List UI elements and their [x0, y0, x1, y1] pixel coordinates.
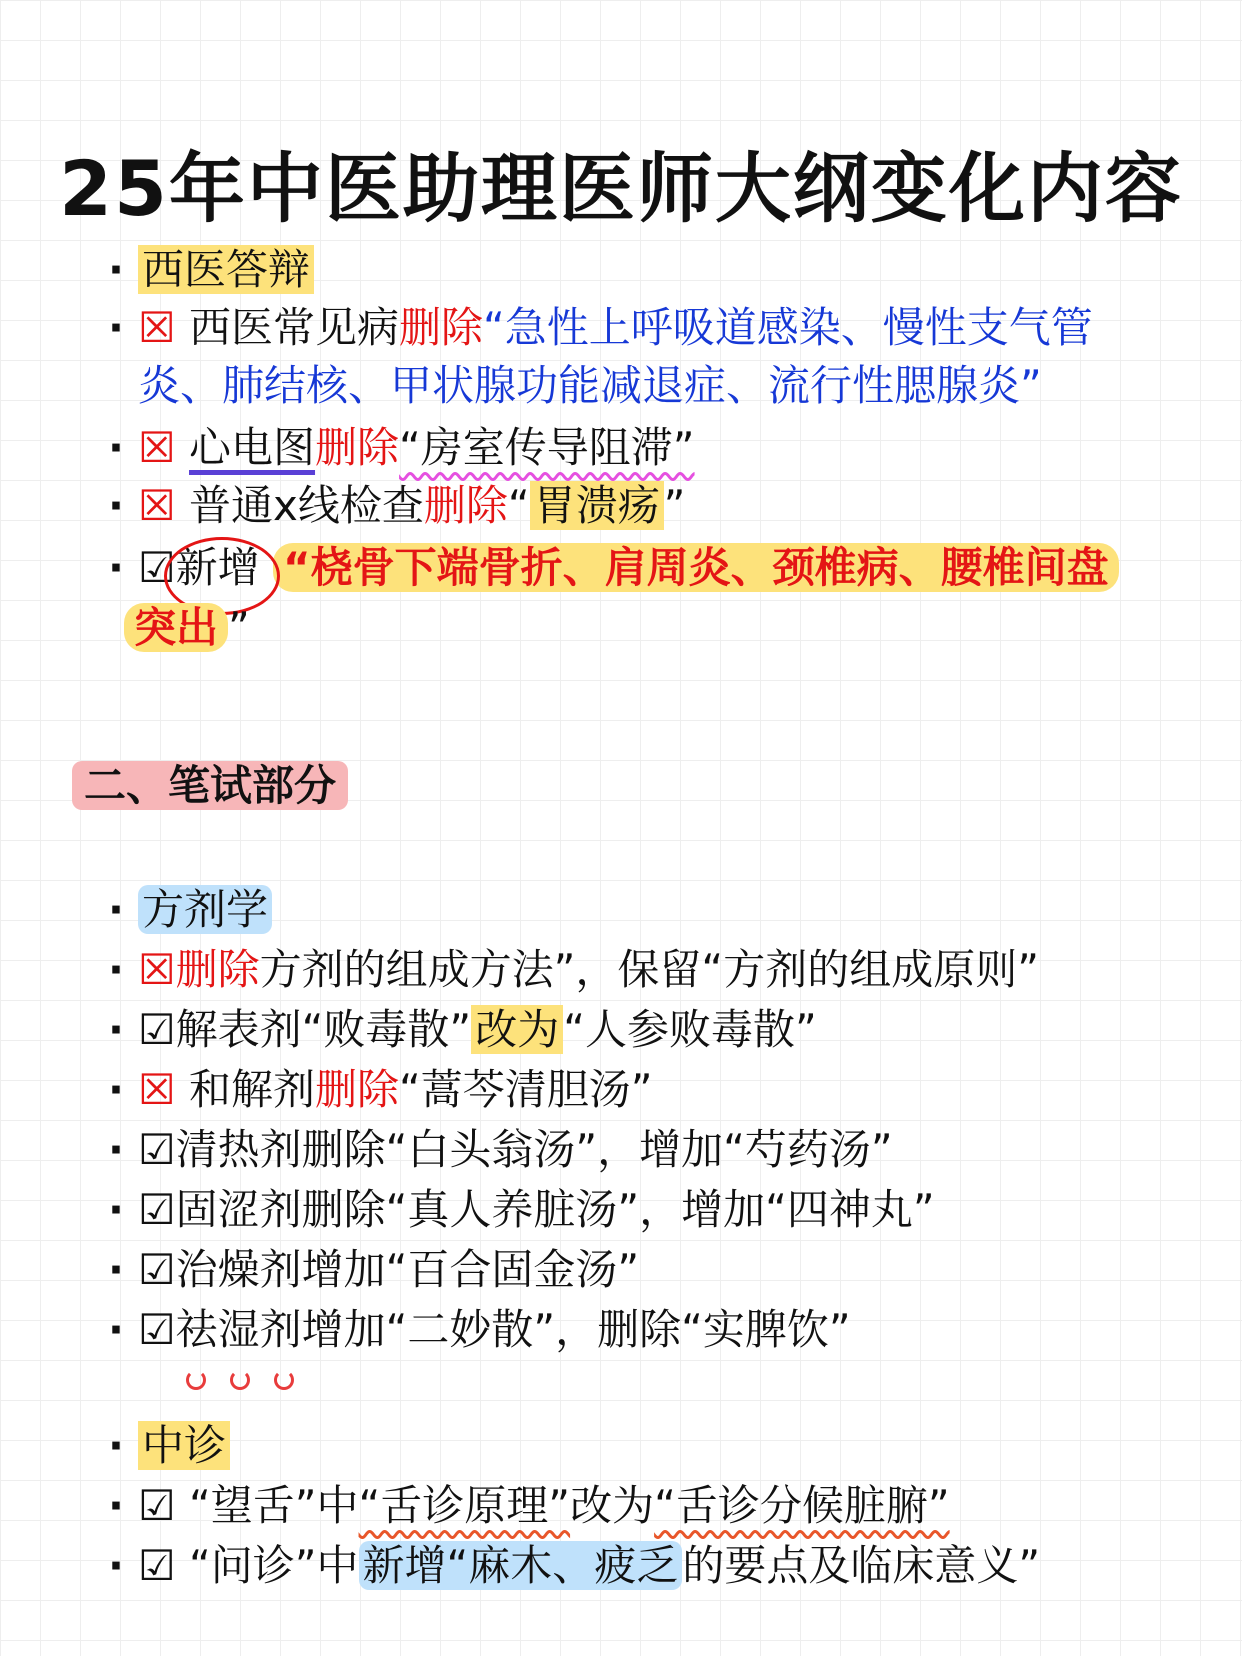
bullet: ·: [108, 1421, 124, 1470]
page-title: 25年中医助理医师大纲变化内容: [59, 144, 1183, 233]
fangji-header-line: [108, 880, 272, 940]
underlined-item: “舌诊原理”: [358, 1481, 571, 1530]
bullet: ·: [108, 1541, 124, 1590]
line-text: “问诊”中: [189, 1541, 359, 1590]
line-text: 固涩剂删除“真人养脏汤”，增加“四神丸”: [175, 1185, 935, 1234]
check-box-icon: ☑: [138, 1185, 176, 1234]
highlighted-word: 改为: [471, 1005, 563, 1054]
bullet: ·: [108, 481, 124, 530]
check-box-icon: ☑: [138, 1005, 176, 1054]
line-quote: “房室传导阻滞”: [399, 423, 695, 472]
bullet: ·: [108, 1481, 124, 1530]
quote-open: “: [507, 481, 530, 530]
part1-header-line: [108, 240, 314, 300]
delete-label: 删除: [315, 1065, 400, 1114]
highlighted-item: 胃溃疡: [530, 481, 664, 530]
line-text: 普通x线检查: [189, 481, 424, 530]
delete-label: 删除: [315, 423, 400, 472]
check-box-icon: ☑: [138, 1245, 176, 1294]
part1-line-1: [108, 298, 1093, 358]
cross-box-icon: ☒: [138, 1065, 176, 1114]
fangji-line-3: [108, 1060, 653, 1120]
line-text: 解表剂“败毒散”: [175, 1005, 472, 1054]
line-text: 方剂的组成方法”，保留“方剂的组成原则”: [259, 945, 1039, 994]
line-text: “人参败毒散”: [563, 1005, 817, 1054]
fangji-line-6: [108, 1240, 639, 1300]
quote-close: ”: [228, 603, 250, 652]
part1-line-4: [108, 538, 1119, 598]
part1-line-2: [108, 418, 695, 478]
zhongzhen-line-1: [108, 1476, 950, 1536]
line-text: 改为: [570, 1481, 655, 1530]
added-items: “桡骨下端骨折、肩周炎、颈椎病、腰椎间盘: [273, 543, 1119, 592]
zhongzhen-line-2: [108, 1536, 1040, 1596]
bullet: ·: [108, 423, 124, 472]
bullet: ·: [108, 1245, 124, 1294]
bullet: ·: [108, 1125, 124, 1174]
line-text: 祛湿剂增加“二妙散”，删除“实脾饮”: [175, 1305, 851, 1354]
check-box-icon: ☑: [138, 543, 176, 592]
check-box-icon: ☑: [138, 1481, 176, 1530]
fangji-line-2: [108, 1000, 817, 1060]
section-heading: [72, 758, 348, 814]
bullet: ·: [108, 303, 124, 352]
part1-line-3: [108, 476, 685, 536]
quote-close: ”: [663, 481, 686, 530]
fangji-line-7: [108, 1300, 851, 1360]
bullet: ·: [108, 885, 124, 934]
line-quote: “急性上呼吸道感染、慢性支气管: [483, 303, 1093, 352]
bullet: ·: [108, 945, 124, 994]
cross-box-icon: ☒: [138, 481, 176, 530]
fangji-line-4: [108, 1120, 893, 1180]
bullet: ·: [108, 245, 124, 294]
line-quote: “蒿芩清胆汤”: [399, 1065, 653, 1114]
line-text: 心电图: [189, 423, 316, 472]
line-text: 和解剂: [189, 1065, 316, 1114]
cross-box-icon: ☒: [138, 423, 176, 472]
line-text: “望舌”中: [189, 1481, 359, 1530]
bullet: ·: [108, 543, 124, 592]
part1-header: 西医答辩: [138, 245, 314, 294]
bullet: ·: [108, 1185, 124, 1234]
decorative-marks: [186, 1370, 318, 1394]
delete-label: 删除: [423, 481, 508, 530]
delete-label: 删除: [399, 303, 484, 352]
fangji-line-1: [108, 940, 1039, 1000]
zhongzhen-header: 中诊: [138, 1421, 230, 1470]
section-title: 二、笔试部分: [72, 761, 348, 810]
new-label-circled: 新增: [175, 543, 260, 592]
check-box-icon: ☑: [138, 1541, 176, 1590]
line-text: 清热剂删除“白头翁汤”，增加“芍药汤”: [175, 1125, 893, 1174]
line-text: 西医常见病: [189, 303, 400, 352]
bullet: ·: [108, 1065, 124, 1114]
cross-box-icon: ☒: [138, 303, 176, 352]
part1-line-1-cont: 炎、肺结核、甲状腺功能减退症、流行性腮腺炎”: [138, 361, 1042, 410]
line-text: 的要点及临床意义”: [682, 1541, 1041, 1590]
highlighted-item: 新增“麻木、疲乏: [359, 1541, 683, 1590]
bullet: ·: [108, 1005, 124, 1054]
added-items-cont: 突出: [124, 603, 228, 652]
fangji-header: 方剂学: [138, 885, 272, 934]
fangji-line-5: [108, 1180, 935, 1240]
zhongzhen-header-line: [108, 1416, 230, 1476]
delete-label: 删除: [175, 945, 260, 994]
cross-box-icon: ☒: [138, 945, 176, 994]
bullet: ·: [108, 1305, 124, 1354]
check-box-icon: ☑: [138, 1125, 176, 1174]
line-text: 治燥剂增加“百合固金汤”: [175, 1245, 640, 1294]
check-box-icon: ☑: [138, 1305, 176, 1354]
part1-line-4-cont: [124, 598, 250, 658]
underlined-item: “舌诊分候脏腑”: [654, 1481, 950, 1530]
